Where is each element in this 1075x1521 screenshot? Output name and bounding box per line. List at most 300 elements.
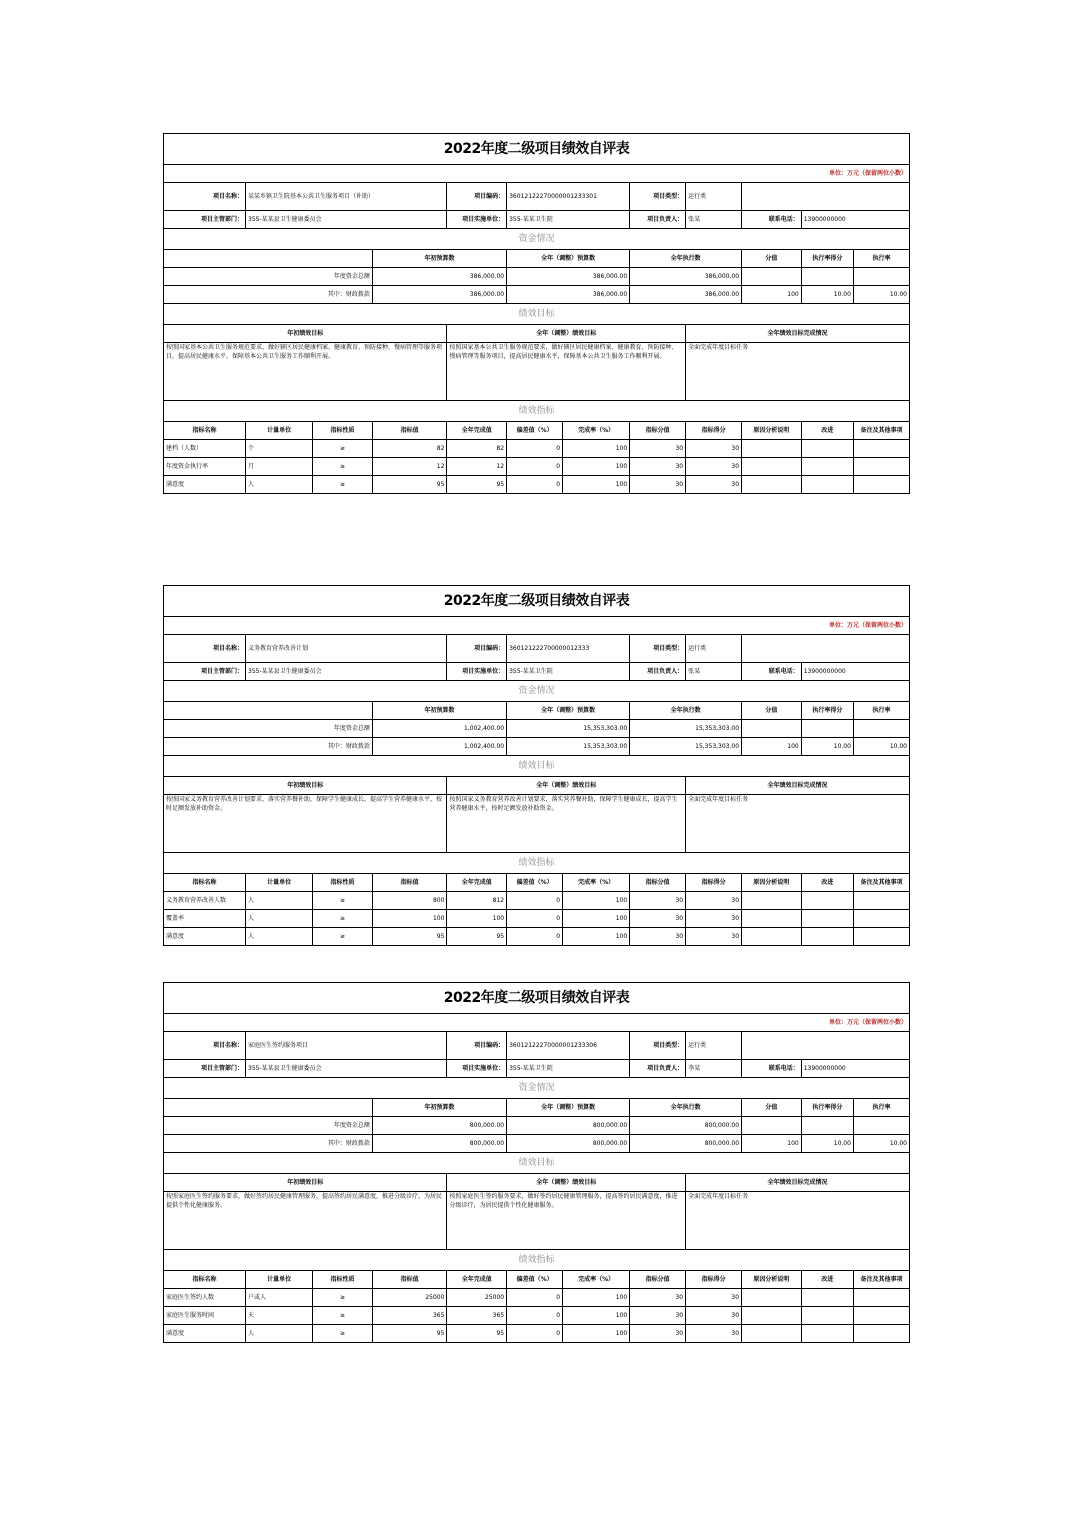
form-title: 2022年度二级项目绩效自评表 xyxy=(164,586,910,617)
goal-section-title: 绩效目标 xyxy=(164,1153,910,1174)
fund-row-label: 其中：财政拨款 xyxy=(164,286,373,304)
dept: 355-某某县卫生健康委员会 xyxy=(246,211,447,229)
form-title: 2022年度二级项目绩效自评表 xyxy=(164,983,910,1014)
ind-rate: 100 xyxy=(563,910,630,928)
ind-name: 满意度 xyxy=(164,928,246,946)
ind-header: 指标得分 xyxy=(686,1271,742,1289)
ind-name: 年度资金执行率 xyxy=(164,458,246,476)
ind-header: 指标性质 xyxy=(313,1271,373,1289)
fund-budget: 386,000.00 xyxy=(372,268,506,286)
goal-adjusted: 按照国家基本公共卫生服务规范要求，做好辖区居民健康档案、健康教育、预防接种、慢病管理等服务项目，提高居民健康水平，保障基本公共卫生服务工作顺利开展。 xyxy=(447,343,686,401)
project-name: 某某乡镇卫生院基本公共卫生服务项目（补助） xyxy=(246,183,447,211)
fund-rate-score xyxy=(801,1117,853,1135)
fund-adjusted: 15,353,303.00 xyxy=(507,738,630,756)
goal-header: 年初绩效目标 xyxy=(164,325,447,343)
ind-reason xyxy=(742,458,802,476)
fund-header: 分值 xyxy=(742,702,802,720)
fund-header: 分值 xyxy=(742,250,802,268)
fund-adjusted: 800,000.00 xyxy=(507,1117,630,1135)
unit-note: 单位：万元（保留两位小数） xyxy=(164,165,910,183)
ind-header: 指标分值 xyxy=(630,422,686,440)
fund-adjusted: 386,000.00 xyxy=(507,286,630,304)
ind-header: 指标值 xyxy=(372,874,447,892)
fund-row-label: 其中：财政拨款 xyxy=(164,738,373,756)
project-type: 运行类 xyxy=(686,183,742,211)
ind-target: 82 xyxy=(372,440,447,458)
fund-header: 执行率 xyxy=(853,1099,909,1117)
ind-name: 义务教育营养改善人数 xyxy=(164,892,246,910)
indicator-row xyxy=(164,1325,910,1343)
indicator-section-title: 绩效指标 xyxy=(164,401,910,422)
ind-actual: 82 xyxy=(447,440,507,458)
ind-actual: 95 xyxy=(447,928,507,946)
ind-improve xyxy=(801,910,853,928)
fund-score: 100 xyxy=(742,738,802,756)
ind-header: 原因分析说明 xyxy=(742,874,802,892)
fund-budget: 1,002,400.00 xyxy=(372,738,506,756)
ind-unit: 个 xyxy=(246,440,313,458)
ind-score: 30 xyxy=(686,1307,742,1325)
fund-header: 年初预算数 xyxy=(372,1099,506,1117)
ind-improve xyxy=(801,458,853,476)
contact: 张某 xyxy=(686,211,742,229)
blank-cell xyxy=(742,635,910,663)
project-code-label: 项目编码： xyxy=(447,635,507,663)
ind-note xyxy=(853,928,909,946)
contact-label: 项目负责人： xyxy=(630,211,686,229)
ind-improve xyxy=(801,1307,853,1325)
fund-score xyxy=(742,1117,802,1135)
ind-deviation: 0 xyxy=(507,910,563,928)
fund-rate-score: 10.00 xyxy=(801,738,853,756)
indicator-header-row xyxy=(164,874,910,892)
ind-reason xyxy=(742,1289,802,1307)
fund-adjusted: 800,000.00 xyxy=(507,1135,630,1153)
ind-nature: ≥ xyxy=(313,892,373,910)
goal-done: 全面完成年度目标任务 xyxy=(686,343,910,401)
ind-nature: ≥ xyxy=(313,440,373,458)
fund-rate: 10.00 xyxy=(853,286,909,304)
fund-score xyxy=(742,268,802,286)
project-code: 36012122270000001233301 xyxy=(507,183,630,211)
ind-header: 备注及其他事项 xyxy=(853,422,909,440)
fund-header: 全年执行数 xyxy=(630,250,742,268)
fund-header: 年初预算数 xyxy=(372,250,506,268)
ind-rate: 100 xyxy=(563,928,630,946)
ind-header: 改进 xyxy=(801,1271,853,1289)
blank-cell xyxy=(742,183,910,211)
ind-rate: 100 xyxy=(563,1325,630,1343)
ind-score: 30 xyxy=(686,458,742,476)
ind-nature: ≥ xyxy=(313,458,373,476)
ind-header: 指标分值 xyxy=(630,1271,686,1289)
goal-done: 全面完成年度目标任务 xyxy=(686,1192,910,1250)
goal-header: 年初绩效目标 xyxy=(164,1174,447,1192)
ind-header: 指标名称 xyxy=(164,874,246,892)
project-type: 运行类 xyxy=(686,635,742,663)
fund-rate-score xyxy=(801,720,853,738)
indicator-row xyxy=(164,440,910,458)
impl-unit: 355-某某卫生院 xyxy=(507,1060,630,1078)
project-type-label: 项目类型： xyxy=(630,635,686,663)
ind-rate: 100 xyxy=(563,1289,630,1307)
fund-rate xyxy=(853,268,909,286)
impl-unit-label: 项目实施单位： xyxy=(447,1060,507,1078)
indicator-row xyxy=(164,458,910,476)
ind-header: 原因分析说明 xyxy=(742,422,802,440)
ind-header: 完成率（%） xyxy=(563,874,630,892)
fund-executed: 15,353,303.00 xyxy=(630,720,742,738)
ind-name: 覆盖率 xyxy=(164,910,246,928)
ind-header: 偏差值（%） xyxy=(507,874,563,892)
phone-label: 联系电话： xyxy=(742,211,802,229)
ind-actual: 365 xyxy=(447,1307,507,1325)
ind-rate: 100 xyxy=(563,892,630,910)
ind-header: 指标得分 xyxy=(686,422,742,440)
ind-reason xyxy=(742,476,802,494)
form-table xyxy=(163,585,910,946)
ind-deviation: 0 xyxy=(507,476,563,494)
ind-header: 原因分析说明 xyxy=(742,1271,802,1289)
fund-section-title: 资金情况 xyxy=(164,229,910,250)
ind-deviation: 0 xyxy=(507,1289,563,1307)
fund-row-label: 年度资金总额 xyxy=(164,1117,373,1135)
ind-unit: 人 xyxy=(246,1325,313,1343)
phone: 13900000000 xyxy=(801,1060,909,1078)
ind-header: 全年完成值 xyxy=(447,422,507,440)
ind-rate: 100 xyxy=(563,440,630,458)
ind-nature: ≥ xyxy=(313,1289,373,1307)
fund-executed: 800,000.00 xyxy=(630,1117,742,1135)
indicator-header-row xyxy=(164,1271,910,1289)
ind-weight: 30 xyxy=(630,1307,686,1325)
ind-unit: 人 xyxy=(246,892,313,910)
blank-cell xyxy=(164,250,373,268)
ind-header: 指标值 xyxy=(372,1271,447,1289)
fund-row-label: 年度资金总额 xyxy=(164,268,373,286)
fund-rate xyxy=(853,720,909,738)
form-title: 2022年度二级项目绩效自评表 xyxy=(164,134,910,165)
ind-rate: 100 xyxy=(563,1307,630,1325)
ind-score: 30 xyxy=(686,440,742,458)
fund-header: 全年（调整）预算数 xyxy=(507,1099,630,1117)
phone: 13900000000 xyxy=(801,663,909,681)
fund-header: 全年（调整）预算数 xyxy=(507,250,630,268)
fund-header: 执行率 xyxy=(853,702,909,720)
goal-header: 年初绩效目标 xyxy=(164,777,447,795)
fund-header: 全年执行数 xyxy=(630,702,742,720)
ind-header: 计量单位 xyxy=(246,874,313,892)
indicator-row xyxy=(164,1289,910,1307)
dept: 355-某某县卫生健康委员会 xyxy=(246,663,447,681)
ind-target: 365 xyxy=(372,1307,447,1325)
ind-header: 完成率（%） xyxy=(563,422,630,440)
fund-adjusted: 15,353,303.00 xyxy=(507,720,630,738)
project-name-label: 项目名称： xyxy=(164,635,246,663)
fund-executed: 386,000.00 xyxy=(630,268,742,286)
blank-cell xyxy=(164,1099,373,1117)
ind-note xyxy=(853,910,909,928)
ind-actual: 100 xyxy=(447,910,507,928)
indicator-header-row xyxy=(164,422,910,440)
goal-adjusted: 按照家庭医生签约服务要求，做好签约居民健康管理服务，提高签约居民满意度，推进分级诊疗，为居民提供个性化健康服务。 xyxy=(447,1192,686,1250)
ind-deviation: 0 xyxy=(507,892,563,910)
fund-score: 100 xyxy=(742,286,802,304)
project-name-label: 项目名称： xyxy=(164,183,246,211)
ind-header: 指标性质 xyxy=(313,874,373,892)
fund-row-label: 年度资金总额 xyxy=(164,720,373,738)
ind-note xyxy=(853,1289,909,1307)
goal-initial: 按照国家基本公共卫生服务规范要求，做好辖区居民健康档案、健康教育、预防接种、慢病管理等服务项目，提高居民健康水平，保障基本公共卫生服务工作顺利开展。 xyxy=(164,343,447,401)
contact-label: 项目负责人： xyxy=(630,1060,686,1078)
form-table xyxy=(163,982,910,1343)
project-code-label: 项目编码： xyxy=(447,183,507,211)
ind-score: 30 xyxy=(686,476,742,494)
ind-note xyxy=(853,1325,909,1343)
ind-weight: 30 xyxy=(630,1289,686,1307)
project-name-label: 项目名称： xyxy=(164,1032,246,1060)
ind-nature: ≥ xyxy=(313,928,373,946)
blank-cell xyxy=(742,1032,910,1060)
phone: 13900000000 xyxy=(801,211,909,229)
ind-unit: 人 xyxy=(246,476,313,494)
ind-target: 800 xyxy=(372,892,447,910)
ind-target: 25000 xyxy=(372,1289,447,1307)
project-code: 360121222700000012333 xyxy=(507,635,630,663)
ind-nature: ≥ xyxy=(313,910,373,928)
fund-score xyxy=(742,720,802,738)
fund-executed: 15,353,303.00 xyxy=(630,738,742,756)
ind-note xyxy=(853,440,909,458)
ind-score: 30 xyxy=(686,1325,742,1343)
ind-reason xyxy=(742,892,802,910)
ind-unit: 人 xyxy=(246,928,313,946)
ind-improve xyxy=(801,476,853,494)
ind-header: 计量单位 xyxy=(246,1271,313,1289)
ind-weight: 30 xyxy=(630,910,686,928)
fund-section-title: 资金情况 xyxy=(164,1078,910,1099)
ind-note xyxy=(853,1307,909,1325)
goal-initial: 按照国家义务教育营养改善计划要求，落实营养餐补助，保障学生健康成长，提高学生营养健康水平，按时足额发放补助资金。 xyxy=(164,795,447,853)
contact: 李某 xyxy=(686,1060,742,1078)
ind-name: 满意度 xyxy=(164,476,246,494)
unit-note: 单位：万元（保留两位小数） xyxy=(164,617,910,635)
ind-target: 12 xyxy=(372,458,447,476)
indicator-row xyxy=(164,928,910,946)
dept-label: 项目主管部门： xyxy=(164,1060,246,1078)
ind-reason xyxy=(742,928,802,946)
fund-budget: 800,000.00 xyxy=(372,1117,506,1135)
goal-header: 全年绩效目标完成情况 xyxy=(686,1174,910,1192)
fund-budget: 1,002,400.00 xyxy=(372,720,506,738)
indicator-section-title: 绩效指标 xyxy=(164,1250,910,1271)
ind-improve xyxy=(801,892,853,910)
ind-target: 95 xyxy=(372,928,447,946)
fund-rate-score xyxy=(801,268,853,286)
ind-reason xyxy=(742,1307,802,1325)
ind-header: 计量单位 xyxy=(246,422,313,440)
ind-improve xyxy=(801,1325,853,1343)
ind-weight: 30 xyxy=(630,458,686,476)
fund-rate xyxy=(853,1117,909,1135)
ind-score: 30 xyxy=(686,928,742,946)
impl-unit: 355-某某卫生院 xyxy=(507,663,630,681)
ind-reason xyxy=(742,1325,802,1343)
ind-improve xyxy=(801,440,853,458)
goal-header: 全年（调整）绩效目标 xyxy=(447,1174,686,1192)
ind-header: 指标性质 xyxy=(313,422,373,440)
ind-reason xyxy=(742,910,802,928)
ind-deviation: 0 xyxy=(507,458,563,476)
ind-header: 指标名称 xyxy=(164,1271,246,1289)
fund-header: 全年（调整）预算数 xyxy=(507,702,630,720)
goal-header: 全年绩效目标完成情况 xyxy=(686,777,910,795)
unit-note: 单位：万元（保留两位小数） xyxy=(164,1014,910,1032)
indicator-row xyxy=(164,892,910,910)
ind-unit: 户或人 xyxy=(246,1289,313,1307)
phone-label: 联系电话： xyxy=(742,663,802,681)
contact: 张某 xyxy=(686,663,742,681)
goal-header: 全年（调整）绩效目标 xyxy=(447,777,686,795)
fund-budget: 386,000.00 xyxy=(372,286,506,304)
ind-header: 备注及其他事项 xyxy=(853,1271,909,1289)
fund-rate: 10.00 xyxy=(853,738,909,756)
ind-nature: ≥ xyxy=(313,1325,373,1343)
ind-actual: 25000 xyxy=(447,1289,507,1307)
fund-header: 执行率得分 xyxy=(801,702,853,720)
project-type: 运行类 xyxy=(686,1032,742,1060)
ind-unit: 天 xyxy=(246,1307,313,1325)
form-table xyxy=(163,133,910,494)
ind-rate: 100 xyxy=(563,458,630,476)
impl-unit-label: 项目实施单位： xyxy=(447,211,507,229)
ind-name: 家庭医生签约人数 xyxy=(164,1289,246,1307)
ind-improve xyxy=(801,1289,853,1307)
fund-executed: 800,000.00 xyxy=(630,1135,742,1153)
ind-header: 偏差值（%） xyxy=(507,422,563,440)
ind-weight: 30 xyxy=(630,892,686,910)
ind-deviation: 0 xyxy=(507,1307,563,1325)
goal-header: 全年（调整）绩效目标 xyxy=(447,325,686,343)
indicator-row xyxy=(164,910,910,928)
project-code: 36012122270000001233306 xyxy=(507,1032,630,1060)
ind-weight: 30 xyxy=(630,928,686,946)
fund-header: 分值 xyxy=(742,1099,802,1117)
ind-name: 满意度 xyxy=(164,1325,246,1343)
ind-deviation: 0 xyxy=(507,440,563,458)
fund-header: 执行率得分 xyxy=(801,250,853,268)
ind-target: 95 xyxy=(372,1325,447,1343)
dept-label: 项目主管部门： xyxy=(164,211,246,229)
ind-name: 建档（人数） xyxy=(164,440,246,458)
ind-score: 30 xyxy=(686,1289,742,1307)
ind-header: 指标值 xyxy=(372,422,447,440)
fund-header: 执行率得分 xyxy=(801,1099,853,1117)
ind-unit: 月 xyxy=(246,458,313,476)
goal-done: 全面完成年度目标任务 xyxy=(686,795,910,853)
fund-budget: 800,000.00 xyxy=(372,1135,506,1153)
ind-deviation: 0 xyxy=(507,1325,563,1343)
ind-note xyxy=(853,892,909,910)
ind-header: 指标名称 xyxy=(164,422,246,440)
fund-adjusted: 386,000.00 xyxy=(507,268,630,286)
indicator-row xyxy=(164,476,910,494)
fund-header: 执行率 xyxy=(853,250,909,268)
ind-improve xyxy=(801,928,853,946)
impl-unit-label: 项目实施单位： xyxy=(447,663,507,681)
performance-form xyxy=(163,133,910,494)
project-name: 义务教育营养改善计划 xyxy=(246,635,447,663)
fund-executed: 386,000.00 xyxy=(630,286,742,304)
fund-header: 全年执行数 xyxy=(630,1099,742,1117)
ind-header: 完成率（%） xyxy=(563,1271,630,1289)
goal-section-title: 绩效目标 xyxy=(164,756,910,777)
ind-weight: 30 xyxy=(630,476,686,494)
ind-header: 指标得分 xyxy=(686,874,742,892)
ind-score: 30 xyxy=(686,892,742,910)
ind-name: 家庭医生服务时间 xyxy=(164,1307,246,1325)
ind-target: 100 xyxy=(372,910,447,928)
fund-rate: 10.00 xyxy=(853,1135,909,1153)
ind-reason xyxy=(742,440,802,458)
goal-section-title: 绩效目标 xyxy=(164,304,910,325)
fund-score: 100 xyxy=(742,1135,802,1153)
ind-deviation: 0 xyxy=(507,928,563,946)
ind-actual: 12 xyxy=(447,458,507,476)
goal-adjusted: 按照国家义务教育营养改善计划要求，落实营养餐补助，保障学生健康成长，提高学生营养健康水平，按时足额发放补助资金。 xyxy=(447,795,686,853)
blank-cell xyxy=(164,702,373,720)
ind-note xyxy=(853,458,909,476)
indicator-row xyxy=(164,1307,910,1325)
ind-header: 备注及其他事项 xyxy=(853,874,909,892)
project-type-label: 项目类型： xyxy=(630,183,686,211)
ind-header: 改进 xyxy=(801,422,853,440)
performance-form xyxy=(163,585,910,946)
ind-weight: 30 xyxy=(630,440,686,458)
impl-unit: 355-某某卫生院 xyxy=(507,211,630,229)
fund-rate-score: 10.00 xyxy=(801,1135,853,1153)
ind-header: 指标分值 xyxy=(630,874,686,892)
indicator-section-title: 绩效指标 xyxy=(164,853,910,874)
ind-header: 改进 xyxy=(801,874,853,892)
contact-label: 项目负责人： xyxy=(630,663,686,681)
fund-section-title: 资金情况 xyxy=(164,681,910,702)
ind-nature: ≥ xyxy=(313,1307,373,1325)
phone-label: 联系电话： xyxy=(742,1060,802,1078)
ind-target: 95 xyxy=(372,476,447,494)
ind-score: 30 xyxy=(686,910,742,928)
fund-row-label: 其中：财政拨款 xyxy=(164,1135,373,1153)
ind-header: 全年完成值 xyxy=(447,874,507,892)
ind-weight: 30 xyxy=(630,1325,686,1343)
ind-actual: 95 xyxy=(447,1325,507,1343)
ind-actual: 95 xyxy=(447,476,507,494)
ind-note xyxy=(853,476,909,494)
ind-header: 全年完成值 xyxy=(447,1271,507,1289)
project-type-label: 项目类型： xyxy=(630,1032,686,1060)
goal-header: 全年绩效目标完成情况 xyxy=(686,325,910,343)
project-name: 家庭医生签约服务项目 xyxy=(246,1032,447,1060)
ind-nature: ≥ xyxy=(313,476,373,494)
fund-rate-score: 10.00 xyxy=(801,286,853,304)
dept-label: 项目主管部门： xyxy=(164,663,246,681)
ind-unit: 人 xyxy=(246,910,313,928)
project-code-label: 项目编码： xyxy=(447,1032,507,1060)
fund-header: 年初预算数 xyxy=(372,702,506,720)
dept: 355-某某县卫生健康委员会 xyxy=(246,1060,447,1078)
performance-form xyxy=(163,982,910,1343)
ind-header: 偏差值（%） xyxy=(507,1271,563,1289)
